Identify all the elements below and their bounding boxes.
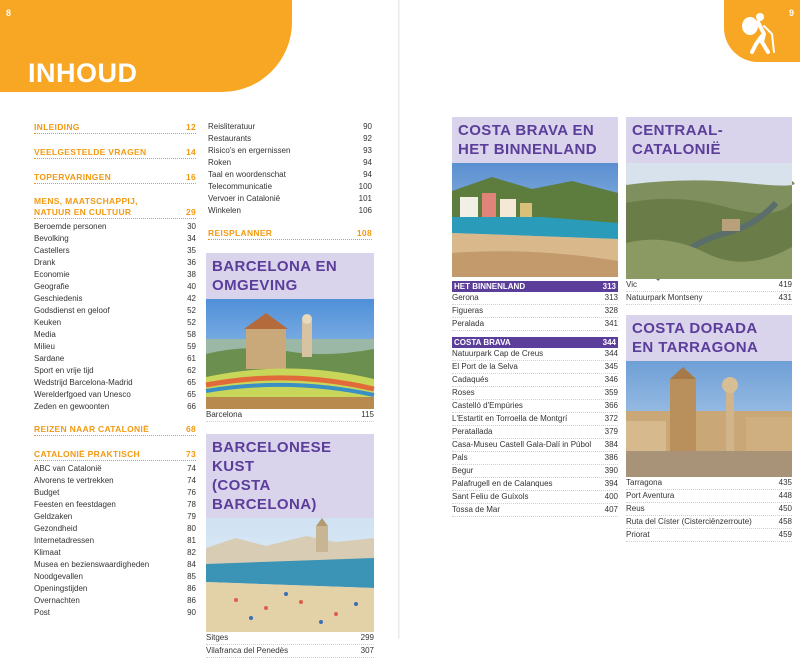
subsection-het-binnenland[interactable]: HET BINNENLAND 313 [454, 282, 616, 291]
toc-entry-label: Noodgevallen [34, 572, 83, 581]
toc-entry-page: 299 [360, 633, 374, 642]
toc-column-2 [208, 121, 372, 242]
region-entry[interactable] [452, 305, 618, 318]
toc-entry-label: Vic [626, 280, 637, 289]
region-rows-dorada [626, 477, 792, 542]
toc-entry[interactable] [34, 523, 196, 535]
toc-entry-page: 35 [187, 246, 196, 255]
toc-entry-label: Milieu [34, 342, 55, 351]
toc-entry-page: 42 [187, 294, 196, 303]
toc-entry-label: Roken [208, 158, 232, 167]
toc-entry-page: 448 [778, 491, 792, 500]
toc-entry[interactable] [34, 487, 196, 499]
toc-entry-page: 86 [187, 596, 196, 605]
toc-entry-label: Zeden en gewoonten [34, 402, 110, 411]
toc-entry-page: 372 [604, 414, 618, 423]
toc-entry[interactable] [34, 535, 196, 547]
toc-entry[interactable] [208, 145, 372, 157]
region-entry[interactable] [452, 413, 618, 426]
toc-section-reisplanner[interactable]: REISPLANNER 108 [208, 228, 372, 238]
toc-entry-label: Risico's en ergernissen [208, 146, 291, 155]
toc-entry-page: 390 [604, 466, 618, 475]
toc-entry[interactable] [34, 547, 196, 559]
toc-entry-page: 90 [363, 122, 372, 131]
toc-entry-page: 431 [778, 293, 792, 302]
toc-entry-label: Internetadressen [34, 536, 95, 545]
page-title: INHOUD [28, 58, 138, 88]
toc-entry-page: 386 [604, 453, 618, 462]
toc-entry-label: Peralada [452, 319, 485, 328]
toc-entry[interactable] [208, 121, 372, 133]
photo-costa-brava-coast [452, 163, 618, 277]
page-number-left: 8 [6, 8, 12, 18]
toc-entry[interactable] [34, 377, 196, 389]
toc-column-1 [34, 121, 196, 619]
toc-entry[interactable] [34, 365, 196, 377]
toc-section-praktisch[interactable]: CATALONIË PRAKTISCH 73 [34, 449, 196, 459]
toc-entry-page: 62 [187, 366, 196, 375]
toc-entry-label: Barcelona [206, 410, 243, 419]
toc-list-mens [34, 221, 196, 413]
photo-park-guell [206, 299, 374, 409]
toc-entry-page: 65 [187, 378, 196, 387]
photo-central-landscape [626, 163, 792, 279]
toc-entry-page: 341 [604, 319, 618, 328]
toc-entry[interactable] [34, 401, 196, 413]
toc-entry-page: 379 [604, 427, 618, 436]
left-page [0, 0, 400, 655]
toc-entry-label: Gezondheid [34, 524, 78, 533]
toc-entry-label: Natuurpark Montseny [626, 293, 703, 302]
region-rows-centraal [626, 279, 792, 305]
toc-entry[interactable] [34, 281, 196, 293]
region-title-kust: BARCELONESE KUST (COSTA BARCELONA) [206, 434, 374, 518]
region-entry[interactable] [452, 478, 618, 491]
region-entry[interactable] [452, 465, 618, 478]
toc-entry-label: Geschiedenis [34, 294, 83, 303]
region-entry[interactable] [626, 529, 792, 542]
region-card-dorada[interactable] [626, 315, 792, 542]
toc-list-col2 [208, 121, 372, 217]
toc-entry-label: Reisliteratuur [208, 122, 256, 131]
hiker-icon [738, 12, 778, 54]
toc-entry-page: 82 [187, 548, 196, 557]
region-entry[interactable] [626, 292, 792, 305]
region-entry[interactable] [452, 400, 618, 413]
toc-entry-label: Alvorens te vertrekken [34, 476, 114, 485]
region-card-kust[interactable] [206, 434, 374, 658]
toc-entry-page: 58 [187, 330, 196, 339]
toc-entry-page: 419 [778, 280, 792, 289]
toc-entry-page: 459 [778, 530, 792, 539]
toc-entry-page: 344 [604, 349, 618, 358]
toc-entry-label: Wedstrijd Barcelona-Madrid [34, 378, 133, 387]
toc-entry[interactable] [34, 221, 196, 233]
toc-entry-page: 92 [363, 134, 372, 143]
toc-entry-page: 79 [187, 512, 196, 521]
toc-entry-page: 407 [604, 505, 618, 514]
toc-entry-page: 74 [187, 476, 196, 485]
toc-entry-page: 38 [187, 270, 196, 279]
toc-entry-label: Tarragona [626, 478, 663, 487]
toc-entry[interactable] [34, 305, 196, 317]
toc-entry-label: Natuurpark Cap de Creus [452, 349, 544, 358]
toc-entry-label: Castelló d'Empúries [452, 401, 523, 410]
toc-entry[interactable] [34, 595, 196, 607]
toc-section-mens[interactable]: MENS, MAATSCHAPPIJ, NATUUR EN CULTUUR 29 [34, 196, 196, 217]
toc-entry[interactable] [34, 317, 196, 329]
photo-sitges-beach [206, 518, 374, 632]
toc-entry-label: Palafrugell en de Calanques [452, 479, 553, 488]
toc-entry-label: Ruta del Císter (Cisterciënzerroute) [626, 517, 752, 526]
right-page [400, 0, 800, 639]
toc-entry-label: Openingstijden [34, 584, 88, 593]
page-number-right: 9 [788, 8, 794, 18]
toc-section-reizen[interactable]: REIZEN NAAR CATALONIË 68 [34, 424, 196, 434]
region-title-dorada: COSTA DORADA EN TARRAGONA [626, 315, 792, 361]
toc-entry-label: El Port de la Selva [452, 362, 518, 371]
toc-entry-page: 384 [604, 440, 618, 449]
toc-entry[interactable] [34, 499, 196, 511]
toc-entry[interactable] [34, 233, 196, 245]
toc-entry-label: Cadaqués [452, 375, 489, 384]
region-card-costa-brava[interactable] [452, 117, 618, 517]
region-entry[interactable] [206, 645, 374, 658]
toc-entry[interactable] [34, 463, 196, 475]
toc-entry[interactable] [34, 583, 196, 595]
toc-section-topervaringen[interactable]: TOPERVARINGEN 16 [34, 172, 196, 182]
toc-entry-page: 52 [187, 306, 196, 315]
region-entry[interactable] [626, 477, 792, 490]
region-entry[interactable] [452, 504, 618, 517]
region-entry[interactable] [626, 490, 792, 503]
toc-entry-label: Godsdienst en geloof [34, 306, 110, 315]
toc-entry[interactable] [208, 169, 372, 181]
toc-entry-label: Taal en woordenschat [208, 170, 286, 179]
toc-entry-page: 34 [187, 234, 196, 243]
region-entry[interactable] [452, 292, 618, 305]
toc-entry-label: Budget [34, 488, 60, 497]
region-title-centraal: CENTRAAL- CATALONIË [626, 117, 792, 163]
toc-entry-label: Priorat [626, 530, 650, 539]
region-card-centraal[interactable] [626, 117, 792, 305]
toc-entry[interactable] [34, 475, 196, 487]
subsection-costa-brava[interactable]: COSTA BRAVA 344 [454, 338, 616, 347]
toc-entry-page: 101 [358, 194, 372, 203]
toc-entry-page: 313 [604, 293, 618, 302]
toc-entry-page: 115 [361, 410, 374, 419]
toc-entry-label: Vervoer in Catalonië [208, 194, 281, 203]
region-entry[interactable] [452, 374, 618, 387]
toc-entry-page: 435 [778, 478, 792, 487]
toc-entry-label: Sitges [206, 633, 229, 642]
region-entry[interactable] [452, 348, 618, 361]
toc-entry-label: Vilafranca del Penedès [206, 646, 289, 655]
toc-entry[interactable] [208, 133, 372, 145]
toc-entry-label: Geldzaken [34, 512, 73, 521]
toc-entry-label: Restaurants [208, 134, 252, 143]
region-title-costa-brava: COSTA BRAVA EN HET BINNENLAND [452, 117, 618, 163]
toc-entry[interactable] [208, 157, 372, 169]
toc-entry-page: 94 [363, 170, 372, 179]
toc-entry[interactable] [34, 353, 196, 365]
toc-entry-page: 307 [360, 646, 374, 655]
photo-tarragona-square [626, 361, 792, 477]
toc-entry-label: Economie [34, 270, 70, 279]
toc-entry[interactable] [34, 571, 196, 583]
toc-entry-label: Tossa de Mar [452, 505, 501, 514]
region-rows-kust [206, 632, 374, 658]
toc-entry-label: Keuken [34, 318, 62, 327]
toc-entry-page: 359 [604, 388, 618, 397]
region-entry[interactable] [452, 426, 618, 439]
region-entry[interactable] [452, 491, 618, 504]
toc-entry-page: 80 [187, 524, 196, 533]
toc-entry-page: 61 [187, 354, 196, 363]
toc-entry[interactable] [34, 511, 196, 523]
toc-entry-label: Peratallada [452, 427, 493, 436]
rows-het-binnenland [452, 292, 618, 331]
region-entry[interactable] [452, 387, 618, 400]
toc-entry-label: Geografie [34, 282, 70, 291]
toc-entry-label: Musea en bezienswaardigheden [34, 560, 150, 569]
toc-entry-label: Sardane [34, 354, 65, 363]
toc-entry-page: 30 [187, 222, 196, 231]
toc-entry-page: 40 [187, 282, 196, 291]
toc-entry-label: Telecommunicatie [208, 182, 273, 191]
toc-entry[interactable] [208, 205, 372, 217]
region-entry[interactable] [206, 409, 374, 422]
toc-list-praktisch [34, 463, 196, 619]
toc-entry-label: Sport en vrije tijd [34, 366, 94, 375]
toc-entry-label: Media [34, 330, 56, 339]
toc-entry-label: Bevolking [34, 234, 69, 243]
toc-entry-page: 345 [604, 362, 618, 371]
toc-entry-label: Winkelen [208, 206, 241, 215]
toc-entry-page: 76 [187, 488, 196, 497]
toc-entry-page: 66 [187, 402, 196, 411]
region-entry[interactable] [626, 503, 792, 516]
toc-entry-page: 450 [778, 504, 792, 513]
toc-entry-page: 90 [187, 608, 196, 617]
toc-entry-label: Figueras [452, 306, 484, 315]
toc-entry[interactable] [34, 329, 196, 341]
toc-entry-page: 59 [187, 342, 196, 351]
toc-entry-label: Drank [34, 258, 56, 267]
toc-entry-page: 93 [363, 146, 372, 155]
toc-entry-page: 458 [778, 517, 792, 526]
toc-entry-page: 84 [187, 560, 196, 569]
region-entry[interactable] [452, 361, 618, 374]
toc-entry[interactable] [34, 559, 196, 571]
toc-entry-label: Casa-Museu Castell Gala-Dalí in Púbol [452, 440, 592, 449]
toc-entry-page: 346 [604, 375, 618, 384]
toc-entry-page: 400 [604, 492, 618, 501]
toc-entry-page: 78 [187, 500, 196, 509]
toc-entry-page: 86 [187, 584, 196, 593]
region-title-barcelona: BARCELONA EN OMGEVING [206, 253, 374, 299]
region-entry[interactable] [452, 439, 618, 452]
toc-entry-label: Feesten en feestdagen [34, 500, 116, 509]
toc-entry-label: Post [34, 608, 51, 617]
toc-entry[interactable] [34, 389, 196, 401]
toc-entry-page: 100 [358, 182, 372, 191]
toc-entry-label: Pals [452, 453, 468, 462]
toc-entry-page: 106 [358, 206, 372, 215]
toc-entry[interactable] [34, 257, 196, 269]
toc-entry-page: 36 [187, 258, 196, 267]
toc-entry-label: Sant Feliu de Guíxols [452, 492, 529, 501]
toc-entry-label: Begur [452, 466, 474, 475]
region-entry[interactable] [452, 452, 618, 465]
toc-entry[interactable] [34, 607, 196, 619]
toc-entry-page: 81 [187, 536, 196, 545]
toc-entry[interactable] [208, 181, 372, 193]
toc-entry-label: ABC van Catalonië [34, 464, 102, 473]
toc-entry-label: L'Estartit en Torroella de Montgrí [452, 414, 568, 423]
toc-entry-page: 394 [604, 479, 618, 488]
region-entry[interactable] [452, 318, 618, 331]
toc-section-veelgestelde-vragen[interactable]: VEELGESTELDE VRAGEN 14 [34, 147, 196, 157]
toc-entry-page: 94 [363, 158, 372, 167]
rows-costa-brava [452, 348, 618, 517]
region-entry[interactable] [206, 632, 374, 645]
toc-entry[interactable] [34, 245, 196, 257]
region-entry[interactable] [626, 516, 792, 529]
toc-entry-label: Klimaat [34, 548, 61, 557]
toc-entry-label: Werelderfgoed van Unesco [34, 390, 131, 399]
toc-entry-label: Beroemde personen [34, 222, 107, 231]
toc-entry[interactable] [208, 193, 372, 205]
toc-entry-page: 65 [187, 390, 196, 399]
toc-entry-label: Overnachten [34, 596, 80, 605]
toc-entry-label: Gerona [452, 293, 479, 302]
toc-entry[interactable] [34, 341, 196, 353]
toc-entry-page: 328 [604, 306, 618, 315]
toc-entry-page: 74 [187, 464, 196, 473]
toc-entry-page: 85 [187, 572, 196, 581]
toc-entry[interactable] [34, 293, 196, 305]
toc-entry[interactable] [34, 269, 196, 281]
region-card-barcelona[interactable] [206, 253, 374, 422]
region-entry[interactable] [626, 279, 792, 292]
toc-section-inleiding[interactable]: INLEIDING 12 [34, 122, 196, 132]
toc-entry-label: Reus [626, 504, 645, 513]
toc-entry-label: Castellers [34, 246, 70, 255]
toc-entry-page: 52 [187, 318, 196, 327]
toc-entry-page: 366 [604, 401, 618, 410]
toc-entry-label: Roses [452, 388, 475, 397]
toc-entry-label: Port Aventura [626, 491, 675, 500]
region-rows-barcelona [206, 409, 374, 422]
